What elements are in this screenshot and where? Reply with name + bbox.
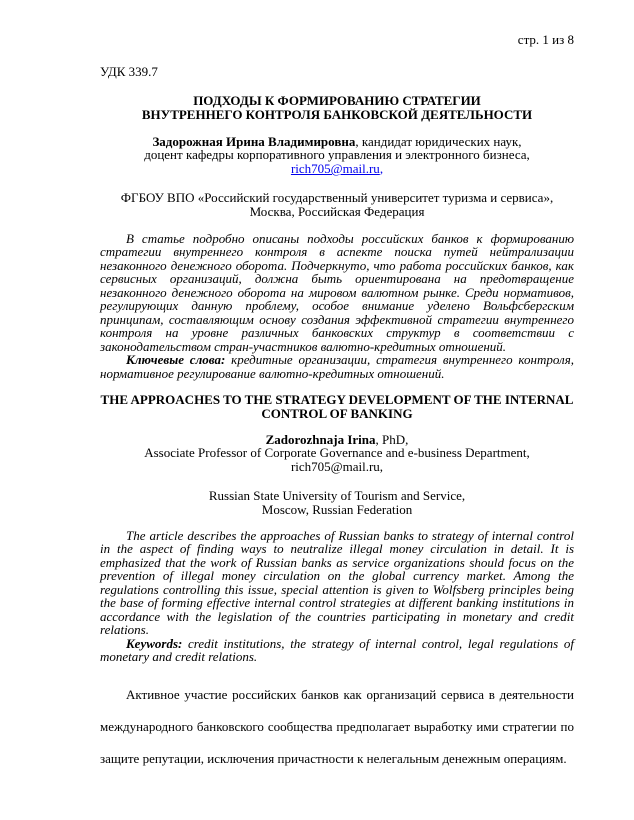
ru-organization-block — [100, 191, 574, 219]
en-author-position: Associate Professor of Corporate Governance and e-business Department, — [144, 445, 530, 461]
email-link[interactable]: rich705@mail.ru — [290, 161, 380, 177]
ru-keywords-label: Ключевые слова: — [126, 352, 226, 368]
email-comma: , — [379, 161, 384, 177]
en-abstract: The article describes the approaches of Russian banks to strategy of internal control in the aspect of finding ways to neutralize illegal money circulation in detail. It is emphasized that the work of Russian banks as service organizations should focus on the prevention of illegal money circulation on the global currency market. Among the regulations controlling this issue, special attention is given to Wolfsberg principles being the base of forming effective internal control strategies at different banking institutions in accordance with the legislation of the countries participating in monetary and credit relations. — [100, 527, 574, 638]
en-author-line1 — [100, 433, 574, 447]
en-organization-block — [100, 489, 574, 517]
ru-title-line1: ПОДХОДЫ К ФОРМИРОВАНИЮ СТРАТЕГИИ — [193, 93, 481, 108]
ru-title-line2: ВНУТРЕННЕГО КОНТРОЛЯ БАНКОВСКОЙ ДЕЯТЕЛЬНОСТИ — [141, 106, 533, 122]
en-keywords — [100, 637, 574, 664]
en-article-title — [100, 393, 574, 421]
ru-author-name: Задорожная Ирина Владимировна — [152, 133, 356, 149]
en-author-block — [100, 433, 574, 474]
page-number: стр. 1 из 8 — [517, 32, 574, 47]
ru-author-position: доцент кафедры корпоративного управления и электронного бизнеса, — [144, 147, 530, 163]
ru-keywords-text: кредитные организации, стратегия внутреннего контроля, нормативное регулирование валютно-кредитных отношений. — [100, 352, 574, 381]
article-body-paragraph: Активное участие российских банков как организаций сервиса в деятельности международного банковского сообщества предполагает выработку ими стратегии по защите репутации, исключения причастности к нелегальным денежным операциям. — [100, 686, 574, 766]
ru-keywords — [100, 353, 574, 380]
ru-abstract: В статье подробно описаны подходы российских банков к формированию стратегии внутреннего контроля в аспекте поиска путей нейтрализации незаконного денежного оборота. Подчеркнуто, что работа российских банков, как сервисных организаций, должна быть ориентирована на предотвращение незаконного денежного оборота на мировом валютном рынке. Среди нормативов, регулирующих данную проблему, особое внимание уделено Вольфсбергским принципам, составляющим основу создания эффективной стратегии внутреннего контроля на уровне различных банковских структур в соответствии с законодательством стран-участников валютно-кредитных отношений. — [100, 230, 574, 354]
ru-author-degree: , кандидат юридических наук, — [355, 133, 522, 149]
ru-author-block — [100, 135, 574, 176]
en-title-line1: THE APPROACHES TO THE STRATEGY DEVELOPMENT OF THE INTERNAL — [100, 392, 574, 408]
ru-organization-name: ФГБОУ ВПО «Российский государственный университет туризма и сервиса», — [120, 189, 554, 205]
ru-article-title — [100, 94, 574, 122]
en-author-name: Zadorozhnaja Irina — [265, 431, 376, 447]
en-author-degree: , PhD, — [375, 431, 409, 447]
ru-author-email-line — [100, 162, 574, 176]
en-title-line2: CONTROL OF BANKING — [261, 405, 413, 421]
en-organization-city: Moscow, Russian Federation — [261, 501, 413, 517]
en-organization-name: Russian State University of Tourism and Service, — [208, 488, 466, 504]
en-keywords-label: Keywords: — [126, 635, 183, 651]
ru-organization-city: Москва, Российская Федерация — [249, 203, 425, 219]
ru-author-line1 — [100, 135, 574, 149]
en-keywords-text: credit institutions, the strategy of internal control, legal regulations of monetary and credit relations. — [100, 635, 574, 665]
en-author-email: rich705@mail.ru, — [290, 459, 384, 475]
udc-code: УДК 339.7 — [100, 63, 158, 79]
